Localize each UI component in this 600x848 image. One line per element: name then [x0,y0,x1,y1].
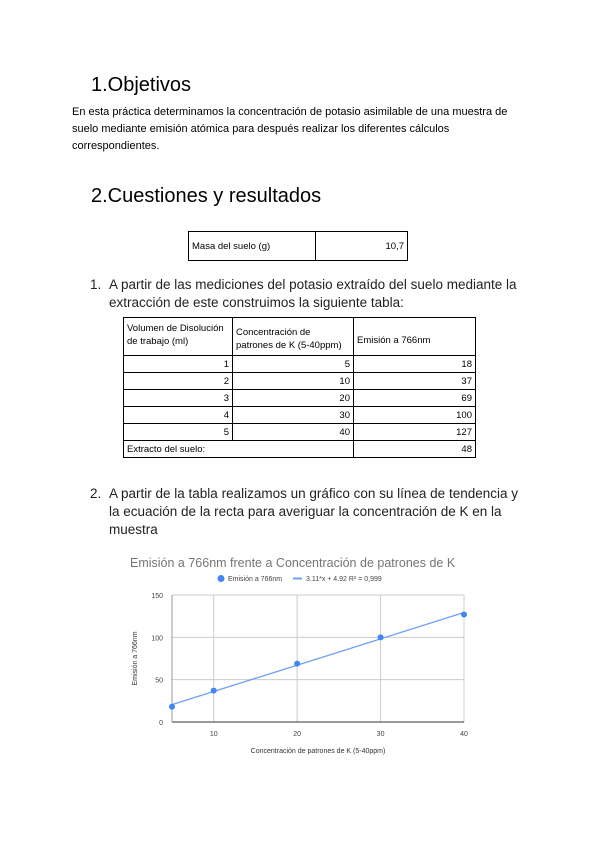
table-cell: 37 [354,373,476,390]
y-tick-label: 100 [151,635,163,643]
x-tick-label: 10 [209,731,218,738]
table-cell: 18 [354,356,476,373]
table-cell: 5 [233,356,354,373]
legend-series-marker [218,575,225,582]
list-item-1-text: A partir de las mediciones del potasio extraído del suelo mediante la extracción de este construimos la siguiente tabla: [109,277,517,310]
x-axis-title: Concentración de patrones de K (5-40ppm) [250,748,386,755]
table-cell: 30 [233,407,354,424]
legend-series-label: Emisión a 766nm [228,576,283,583]
list-item-2-text: A partir de la tabla realizamos un gráfico con su línea de tendencia y la ecuación de la recta para averiguar la concentración de K en la muestra [109,486,518,537]
header-emision: Emisión a 766nm [354,318,476,356]
legend-trend-label: 3.11*x + 4.92 R² = 0,999 [306,576,382,583]
data-point [169,704,175,710]
y-tick-label: 50 [155,677,163,685]
chart-labels [132,593,468,755]
section-title-cuestiones: 2.Cuestiones y resultados [91,185,322,207]
data-point [378,634,384,640]
table-cell: 100 [354,407,476,424]
header-concentracion: Concentración de patrones de K (5-40ppm) [233,318,354,356]
mass-value: 10,7 [316,232,408,261]
objetivos-paragraph: En esta práctica determinamos la concentración de potasio asimilable de una muestra de suelo mediante emisión atómica para después realizar los diferentes cálculos correspondientes. [72,106,508,152]
table-cell: 4 [124,407,233,424]
y-tick-label: 0 [159,720,163,727]
list-item-1-number: 1. [90,277,102,292]
extract-value: 48 [354,441,476,458]
table-cell: 40 [233,424,354,441]
x-tick-label: 30 [376,731,385,738]
x-tick-label: 40 [460,731,468,738]
section-title-objetivos: 1.Objetivos [91,74,192,96]
y-tick-label: 150 [151,593,163,600]
table-cell: 1 [124,356,233,373]
data-point [211,688,217,694]
x-tick-label: 20 [293,731,302,738]
table-cell: 3 [124,390,233,407]
y-axis-title: Emisión a 766nm [132,631,139,686]
data-point [461,611,467,617]
data-point [294,661,300,667]
mass-label: Masa del suelo (g) [189,232,316,261]
table-cell: 69 [354,390,476,407]
list-item-2-number: 2. [90,486,102,501]
table-cell: 2 [124,373,233,390]
table-cell: 5 [124,424,233,441]
chart-title: Emisión a 766nm frente a Concentración de patrones de K [130,556,456,570]
chart-legend [218,575,382,583]
table-cell: 20 [233,390,354,407]
header-volumen: Volumen de Disolución de trabajo (ml) [124,318,233,356]
extract-label: Extracto del suelo: [124,441,354,458]
table-cell: 127 [354,424,476,441]
table-cell: 10 [233,373,354,390]
